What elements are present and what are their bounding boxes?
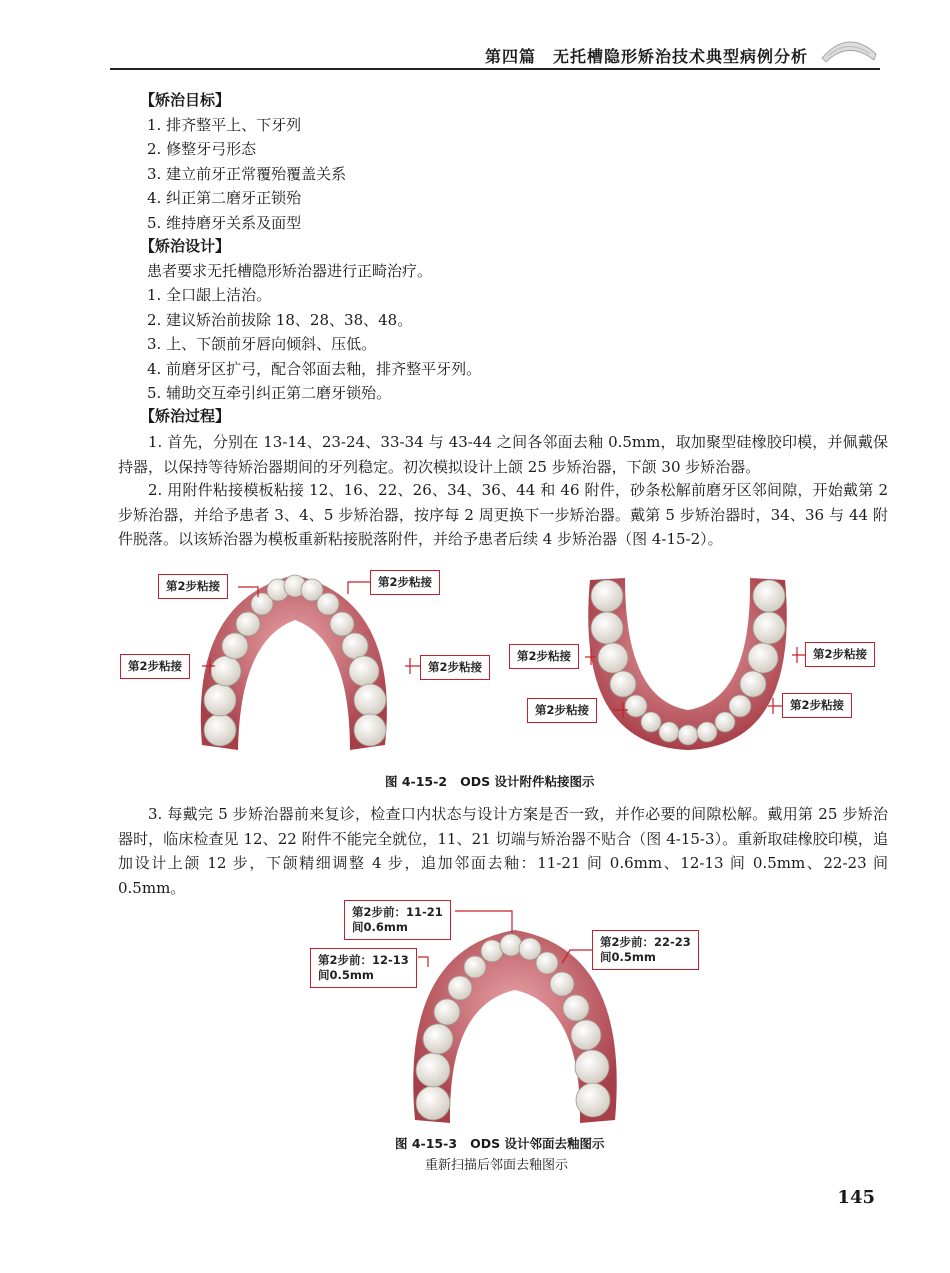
figure-4-15-2-caption: 图 4-15-2 ODS 设计附件粘接图示: [385, 774, 595, 789]
enamel-reduction-label: 第2步前：11-21 间0.6mm: [344, 900, 451, 940]
goals-heading: 【矫治目标】: [140, 91, 231, 109]
figure-4-15-2: [120, 560, 890, 760]
goal-item: 2. 修整牙弓形态: [147, 140, 257, 158]
goal-item: 5. 维持磨牙关系及面型: [147, 214, 302, 232]
attachment-label: 第2步粘接: [370, 570, 440, 595]
design-item: 2. 建议矫治前拔除 18、28、38、48。: [147, 311, 413, 329]
process-paragraph-3: 3. 每戴完 5 步矫治器前来复诊，检查口内状态与设计方案是否一致，并作必要的间隙松解。戴用第 25 步矫治器时，临床检查见 12、22 附件不能完全就位，11、21 切端与矫治器不贴合（图 4-15-3）。重新取硅橡胶印模，追加设计上颌 12 步，下颌精细调整 4 步，追加邻面去釉：11-21 间 0.6mm、12-13 间 0.5mm、22-23 间 0.5mm。: [118, 805, 888, 897]
upper-arch-left: [201, 575, 387, 750]
attachment-label: 第2步粘接: [782, 693, 852, 718]
enamel-reduction-label: 第2步前：12-13 间0.5mm: [310, 948, 417, 988]
attachment-label: 第2步粘接: [120, 654, 190, 679]
design-item: 3. 上、下颌前牙唇向倾斜、压低。: [147, 335, 377, 353]
design-intro: 患者要求无托槽隐形矫治器进行正畸治疗。: [147, 262, 433, 280]
header-title: 第四篇 无托槽隐形矫治技术典型病例分析: [484, 47, 808, 66]
process-heading: 【矫治过程】: [140, 407, 231, 425]
page-number: 145: [837, 1187, 875, 1208]
lower-arch-right: [588, 578, 787, 750]
running-header: [110, 40, 880, 70]
enamel-reduction-label: 第2步前：22-23 间0.5mm: [592, 930, 699, 970]
design-heading: 【矫治设计】: [140, 237, 231, 255]
attachment-label: 第2步粘接: [805, 642, 875, 667]
attachment-label: 第2步粘接: [420, 655, 490, 680]
aligner-tray-icon: [818, 34, 880, 68]
process-paragraph-1: 1. 首先，分别在 13-14、23-24、33-34 与 43-44 之间各邻面去釉 0.5mm，取加聚型硅橡胶印模，并佩戴保持器，以保持等待矫治器期间的牙列稳定。初次模拟设计上颌 25 步矫治器，下颌 30 步矫治器。: [118, 433, 888, 476]
figure-4-15-3: [300, 895, 710, 1130]
attachment-arch-illustration: [120, 560, 890, 760]
attachment-label: 第2步粘接: [158, 574, 228, 599]
figure-4-15-3-subcaption: 重新扫描后邻面去釉图示: [425, 1158, 569, 1173]
goal-item: 1. 排齐整平上、下牙列: [147, 116, 302, 134]
design-item: 4. 前磨牙区扩弓，配合邻面去釉，排齐整平牙列。: [147, 360, 482, 378]
goal-item: 3. 建立前牙正常覆殆覆盖关系: [147, 165, 347, 183]
goal-item: 4. 纠正第二磨牙正锁殆: [147, 189, 302, 207]
figure-4-15-3-caption: 图 4-15-3 ODS 设计邻面去釉图示: [395, 1136, 605, 1151]
process-paragraph-2: 2. 用附件粘接模板粘接 12、16、22、26、34、36、44 和 46 附件，砂条松解前磨牙区邻间隙，开始戴第 2 步矫治器，并给予患者 3、4、5 步矫治器，按序每 2 周更换下一步矫治器。戴第 5 步矫治器时，34、36 与 44 附件脱落。以该矫治器为模板重新粘接脱落附件，并给予患者后续 4 步矫治器（图 4-15-2）。: [118, 481, 888, 548]
design-item: 5. 辅助交互牵引纠正第二磨牙锁殆。: [147, 384, 392, 402]
attachment-label: 第2步粘接: [527, 698, 597, 723]
attachment-label: 第2步粘接: [509, 644, 579, 669]
design-item: 1. 全口龈上洁治。: [147, 286, 272, 304]
